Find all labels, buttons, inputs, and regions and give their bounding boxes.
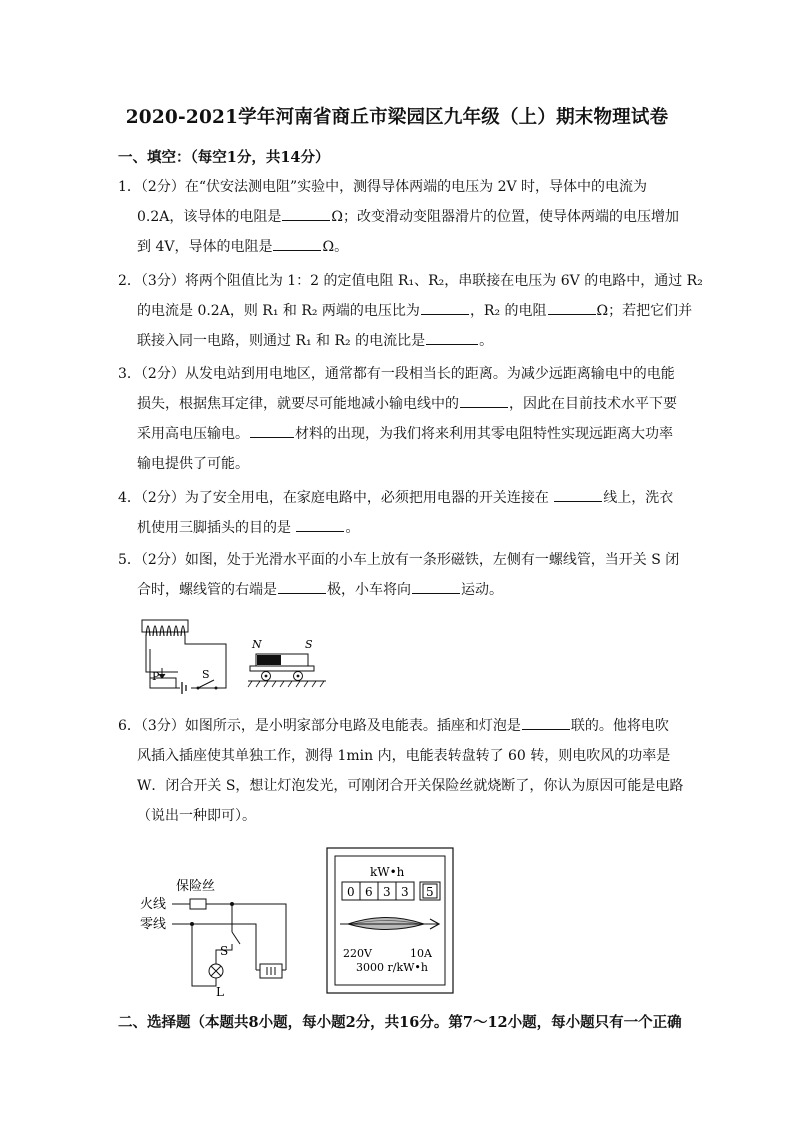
answer-blank[interactable] [548, 302, 596, 315]
meter-digit: 6 [365, 885, 373, 899]
answer-blank[interactable] [426, 332, 478, 345]
meter-digit: 3 [383, 885, 391, 899]
question-4 [118, 483, 678, 543]
question-6-line-2: 风插入插座使其单独工作，测得 1min 内，电能表转盘转了 60 转，则电吹风的功率是 [137, 748, 671, 764]
household-circuit-figure [136, 870, 296, 1000]
solenoid-coil [146, 626, 185, 636]
question-6 [118, 711, 684, 831]
fuse [190, 899, 206, 909]
question-2 [118, 266, 703, 356]
answer-blank[interactable] [554, 489, 602, 502]
cart-body [250, 666, 314, 671]
meter-digit: 3 [401, 885, 409, 899]
label-magnet-n: N [252, 638, 262, 651]
question-2-line-1: 2．（3分）将两个阻值比为 1：2 的定值电阻 R₁、R₂，串联接在电压为 6V 的电路中，通过 R₂ [118, 273, 703, 289]
answer-blank[interactable] [282, 208, 330, 221]
section-heading-multiple-choice: 二、选择题（本题共8小题，每小题2分，共16分。第7～12小题，每小题只有一个正确 [118, 1014, 682, 1031]
question-1-line-1: 1．（2分）在“伏安法测电阻”实验中，测得导体两端的电压为 2V 时，导体中的电流为 [118, 179, 648, 195]
meter-digit: 5 [426, 885, 434, 899]
label-switch-s: S [220, 944, 229, 958]
label-neutral-wire: 零线 [140, 917, 167, 932]
energy-meter-figure [326, 847, 456, 997]
question-1 [118, 172, 678, 262]
label-fuse: 保险丝 [176, 879, 216, 894]
question-4-line-1: 4．（2分）为了安全用电，在家庭电路中，必须把用电器的开关连接在 线上，洗衣 [118, 490, 674, 506]
switch-s[interactable] [232, 932, 240, 944]
meter-voltage: 220V [343, 947, 372, 960]
solenoid-magnet-cart-figure [136, 614, 336, 696]
question-6-line-1: 6．（3分）如图所示，是小明家部分电路及电能表。插座和灯泡是 联的。他将电吹 [118, 718, 669, 734]
switch-s[interactable] [198, 680, 214, 688]
question-1-line-3: 到 4V，导体的电阻是 Ω。 [137, 239, 349, 255]
meter-digit: 0 [347, 885, 355, 899]
meter-rate: 3000 r/kW•h [356, 961, 428, 974]
question-3-line-4: 输电提供了可能。 [137, 456, 249, 472]
answer-blank[interactable] [250, 425, 294, 438]
meter-unit: kW•h [370, 865, 405, 879]
answer-blank[interactable] [522, 717, 570, 730]
question-6-line-4: （说出一种即可）。 [137, 808, 256, 824]
section-heading-fill-in: 一、填空：（每空1分，共14分） [118, 149, 330, 166]
battery [182, 682, 186, 694]
page-title: 2020-2021学年河南省商丘市梁园区九年级（上）期末物理试卷 [125, 107, 669, 128]
answer-blank[interactable] [412, 581, 460, 594]
answer-blank[interactable] [460, 395, 508, 408]
label-p: P [152, 670, 160, 683]
label-magnet-s: S [305, 638, 313, 651]
question-5-line-2: 合时，螺线管的右端是 极，小车将向 运动。 [137, 582, 503, 598]
question-3-line-2: 损失，根据焦耳定律，就要尽可能地减小输电线中的 ，因此在目前技术水平下要 [137, 396, 677, 412]
label-switch-s: S [202, 668, 210, 681]
question-5 [118, 545, 678, 605]
answer-blank[interactable] [273, 238, 321, 251]
label-lamp-l: L [216, 985, 224, 999]
question-1-line-2: 0.2A，该导体的电阻是 Ω；改变滑动变阻器滑片的位置，使导体两端的电压增加 [137, 209, 679, 225]
label-live-wire: 火线 [140, 897, 167, 912]
question-3-line-1: 3．（2分）从发电站到用电地区，通常都有一段相当长的距离。为减少远距离输电中的电能 [118, 366, 675, 382]
question-2-line-3: 联接入同一电路，则通过 R₁ 和 R₂ 的电流比是 。 [137, 333, 494, 349]
meter-current: 10A [410, 947, 432, 960]
question-3 [118, 359, 678, 479]
answer-blank[interactable] [421, 302, 469, 315]
answer-blank[interactable] [278, 581, 326, 594]
question-3-line-3: 采用高电压输电。 材料的出现，为我们将来利用其零电阻特性实现远距离大功率 [137, 426, 673, 442]
question-4-line-2: 机使用三脚插头的目的是 。 [137, 520, 360, 536]
question-5-line-1: 5．（2分）如图，处于光滑水平面的小车上放有一条形磁铁，左侧有一螺线管，当开关 S 闭 [118, 552, 680, 568]
question-2-line-2: 的电流是 0.2A，则 R₁ 和 R₂ 两端的电压比为 ，R₂ 的电阻 Ω；若把它们并 [137, 303, 693, 319]
question-6-line-3: W．闭合开关 S，想让灯泡发光，可刚闭合开关保险丝就烧断了，你认为原因可能是电路 [137, 778, 684, 794]
answer-blank[interactable] [296, 519, 344, 532]
